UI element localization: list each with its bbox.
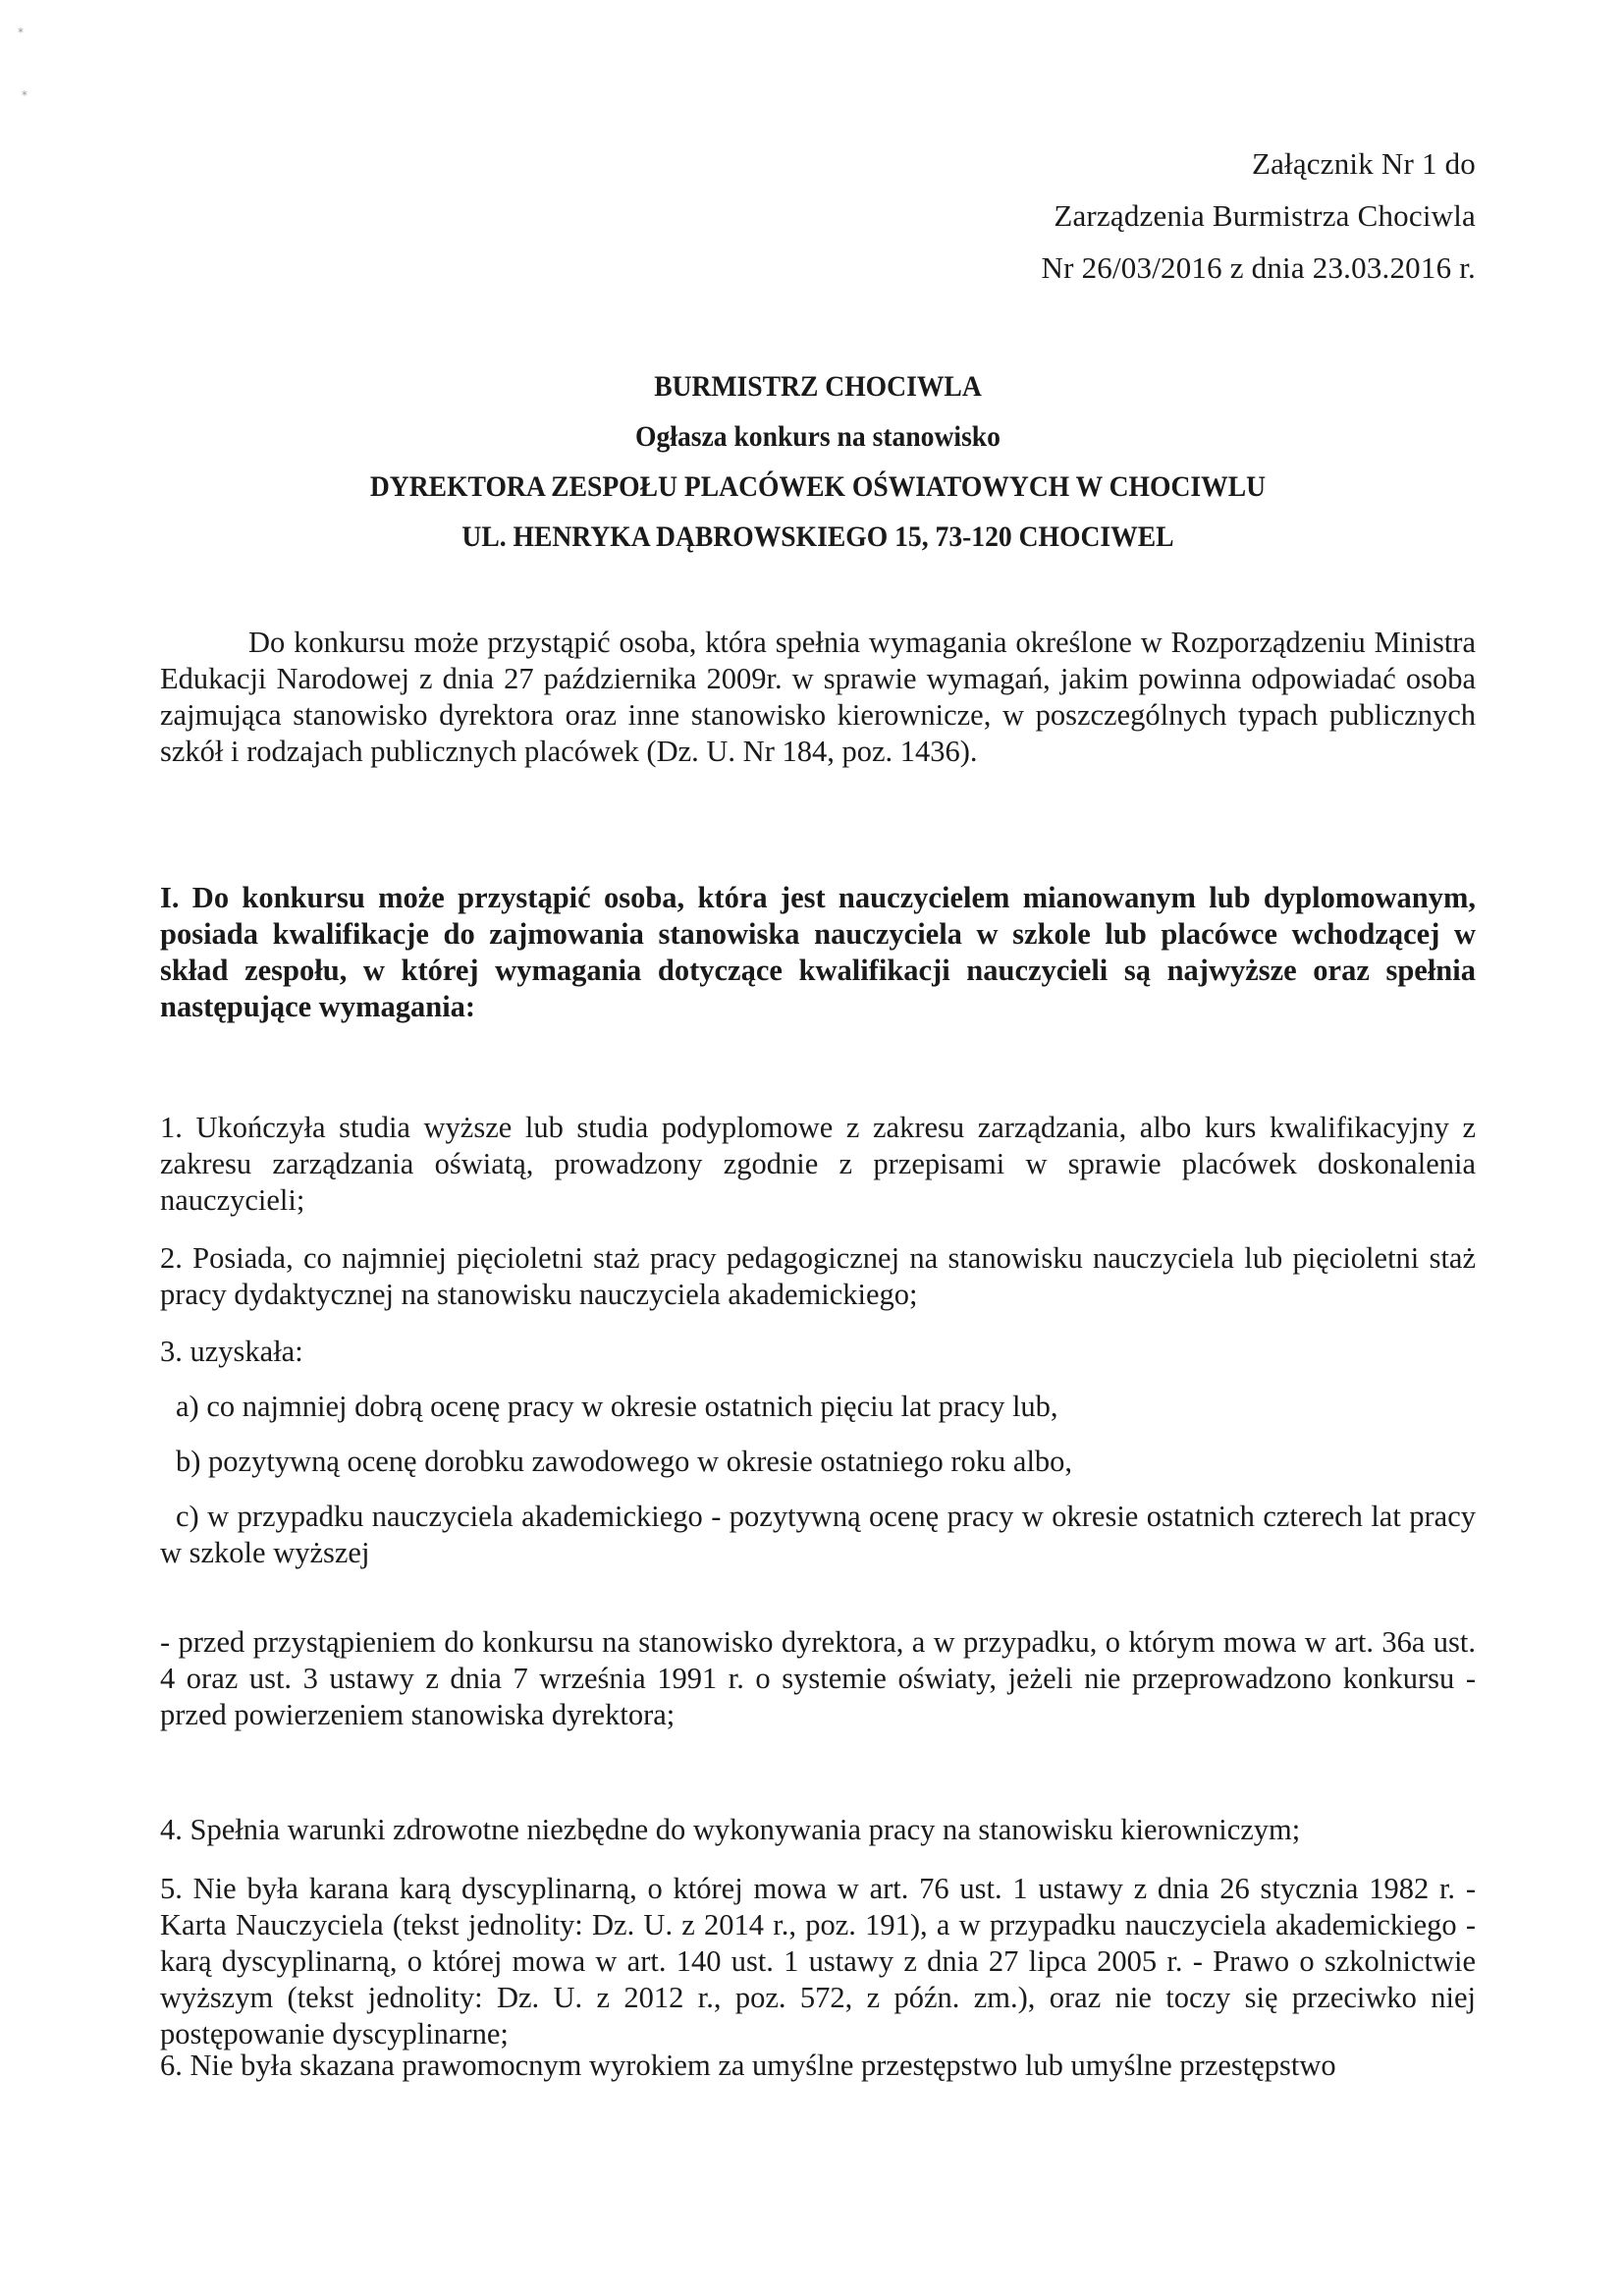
attachment-line-1: Załącznik Nr 1 do	[1251, 146, 1476, 181]
requirement-sub-item-a: a) co najmniej dobrą ocenę pracy w okresie ostatnich pięciu lat pracy lub,	[176, 1390, 1058, 1423]
heading-authority: BURMISTRZ CHOCIWLA	[654, 370, 982, 403]
heading-position: DYREKTORA ZESPOŁU PLACÓWEK OŚWIATOWYCH W CHOCIWLU	[369, 470, 1267, 503]
requirement-continuation: - przed przystąpieniem do konkursu na stanowisko dyrektora, a w przypadku, o którym mowa w art. 36a ust. 4 oraz ust. 3 ustawy z dnia 7 września 1991 r. o systemie oświaty, jeżeli nie przeprowadzono konkursu - przed powierzeniem stanowiska dyrektora;	[160, 1625, 1476, 1731]
attachment-line-2: Zarządzenia Burmistrza Chociwla	[1054, 198, 1476, 233]
announcement-heading	[160, 361, 1476, 562]
heading-announcement: Ogłasza konkurs na stanowisko	[635, 420, 1001, 453]
requirement-item-1: 1. Ukończyła studia wyższe lub studia podyplomowe z zakresu zarządzania, albo kurs kwalifikacyjny z zakresu zarządzania oświatą, prowadzony zgodnie z przepisami w sprawie placówek doskonalenia nauczycieli;	[160, 1111, 1476, 1217]
heading-address: UL. HENRYKA DĄBROWSKIEGO 15, 73-120 CHOCIWEL	[461, 520, 1174, 553]
section-i-paragraph: I. Do konkursu może przystąpić osoba, która jest nauczycielem mianowanym lub dyplomowanym, posiada kwalifikacje do zajmowania stanowiska nauczyciela w szkole lub placówce wchodzącej w skład zespołu, w której wymagania dotyczące kwalifikacji nauczycieli są najwyższe oraz spełnia następujące wymagania:	[160, 881, 1476, 1023]
requirement-item-6: 6. Nie była skazana prawomocnym wyrokiem za umyślne przestępstwo lub umyślne przestępstwo	[160, 2049, 1336, 2082]
intro-paragraph: Do konkursu może przystąpić osoba, która spełnia wymagania określone w Rozporządzeniu Ministra Edukacji Narodowej z dnia 27 października 2009r. w sprawie wymagań, jakim powinna odpowiadać osoba zajmująca stanowisko dyrektora oraz inne stanowisko kierownicze, w poszczególnych typach publicznych szkół i rodzajach publicznych placówek (Dz. U. Nr 184, poz. 1436).	[160, 626, 1476, 768]
requirement-item-3: 3. uzyskała:	[160, 1335, 303, 1368]
scan-artifact-mark: *	[22, 88, 27, 102]
requirement-item-4: 4. Spełnia warunki zdrowotne niezbędne do wykonywania pracy na stanowisku kierowniczym;	[160, 1813, 1301, 1846]
requirement-item-2: 2. Posiada, co najmniej pięcioletni staż pracy pedagogicznej na stanowisku nauczyciela lub pięcioletni staż pracy dydaktycznej na stanowisku nauczyciela akademickiego;	[160, 1241, 1476, 1311]
requirement-sub-item-b: b) pozytywną ocenę dorobku zawodowego w okresie ostatniego roku albo,	[176, 1445, 1073, 1478]
requirement-item-5: 5. Nie była karana karą dyscyplinarną, o której mowa w art. 76 ust. 1 ustawy z dnia 26 stycznia 1982 r. - Karta Nauczyciela (tekst jednolity: Dz. U. z 2014 r., poz. 191), a w przypadku nauczyciela akademickiego - karą dyscyplinarną, o której mowa w art. 140 ust. 1 ustawy z dnia 27 lipca 2005 r. - Prawo o szkolnictwie wyższym (tekst jednolity: Dz. U. z 2012 r., poz. 572, z późn. zm.), oraz nie toczy się przeciwko niej postępowanie dyscyplinarne;	[160, 1872, 1476, 2050]
requirement-sub-item-c: c) w przypadku nauczyciela akademickiego - pozytywną ocenę pracy w okresie ostatnich czterech lat pracy w szkole wyższej	[160, 1500, 1476, 1569]
attachment-line-3: Nr 26/03/2016 z dnia 23.03.2016 r.	[1041, 250, 1476, 285]
scan-artifact-mark: *	[18, 26, 24, 39]
attachment-reference	[1042, 137, 1476, 294]
